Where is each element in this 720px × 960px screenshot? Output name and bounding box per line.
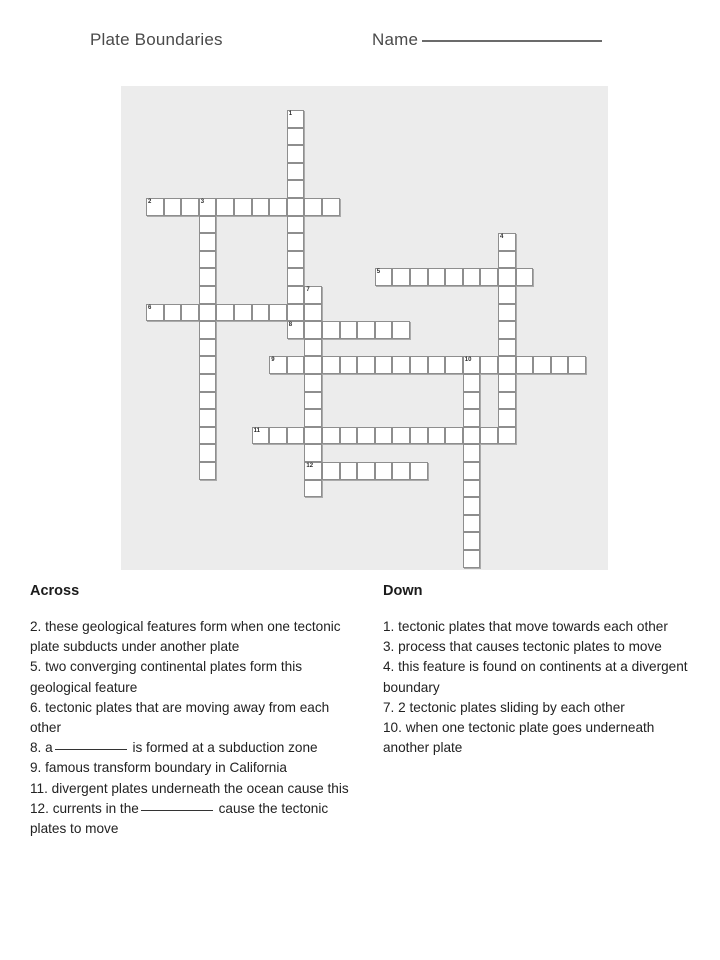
clue-text: a	[45, 740, 53, 756]
crossword-cell[interactable]	[498, 321, 516, 339]
crossword-cell[interactable]	[164, 198, 182, 216]
crossword-cell[interactable]	[322, 198, 340, 216]
crossword-cell[interactable]	[445, 268, 463, 286]
crossword-cell[interactable]	[287, 163, 305, 181]
clue-number: 4.	[383, 659, 399, 675]
crossword-cell[interactable]	[410, 356, 428, 374]
crossword-cell[interactable]	[322, 462, 340, 480]
crossword-cell[interactable]	[304, 374, 322, 392]
crossword-cell[interactable]	[287, 251, 305, 269]
crossword-cell[interactable]	[498, 233, 516, 251]
clue-number: 9.	[30, 760, 46, 776]
crossword-cell[interactable]	[287, 216, 305, 234]
cell-number: 5	[376, 269, 381, 276]
crossword-cell[interactable]	[357, 427, 375, 445]
crossword-cell[interactable]	[392, 427, 410, 445]
clue-number: 1.	[383, 619, 399, 634]
crossword-cell[interactable]	[375, 427, 393, 445]
clue-text: this feature is found on continents at a divergent boundary	[383, 659, 688, 695]
clue-number: 8.	[30, 740, 46, 756]
crossword-cell[interactable]	[216, 198, 234, 216]
crossword-cell[interactable]	[463, 356, 481, 374]
clue-text: when one tectonic plate goes underneath another plate	[383, 720, 655, 756]
crossword-cell[interactable]	[375, 356, 393, 374]
crossword-cell[interactable]	[463, 444, 481, 462]
clue-item-across-5	[30, 657, 350, 697]
crossword-cell[interactable]	[304, 356, 322, 374]
crossword-cell[interactable]	[304, 409, 322, 427]
crossword-cell[interactable]	[428, 356, 446, 374]
crossword-cell[interactable]	[410, 268, 428, 286]
crossword-cell[interactable]	[287, 356, 305, 374]
crossword-cell[interactable]	[287, 427, 305, 445]
crossword-cell[interactable]	[216, 304, 234, 322]
clue-text: process that causes tectonic plates to move	[398, 639, 662, 655]
crossword-cell[interactable]	[463, 374, 481, 392]
crossword-cell[interactable]	[357, 356, 375, 374]
cell-number: 11	[253, 427, 260, 434]
cell-number: 10	[464, 357, 472, 364]
crossword-cell[interactable]	[392, 321, 410, 339]
crossword-cell[interactable]	[199, 462, 217, 480]
crossword-cell[interactable]	[463, 480, 481, 498]
crossword-cell[interactable]	[269, 427, 287, 445]
crossword-cell[interactable]	[287, 198, 305, 216]
clue-number: 3.	[383, 639, 399, 655]
crossword-cell[interactable]	[480, 356, 498, 374]
across-clues-column	[30, 583, 350, 839]
crossword-cell[interactable]	[269, 198, 287, 216]
crossword-cell[interactable]	[287, 286, 305, 304]
down-heading: Down	[383, 583, 423, 599]
crossword-cell[interactable]	[568, 356, 586, 374]
name-label: Name	[372, 30, 419, 49]
cell-number: 2	[148, 199, 152, 205]
crossword-cell[interactable]	[463, 409, 481, 427]
crossword-cell[interactable]	[252, 304, 270, 322]
crossword-cell[interactable]	[199, 321, 217, 339]
crossword-cell[interactable]	[199, 251, 217, 269]
crossword-cell[interactable]	[498, 374, 516, 392]
crossword-cell[interactable]	[304, 339, 322, 357]
clue-item-across-8	[30, 738, 350, 758]
clue-text: two converging continental plates form this geological feature	[30, 659, 303, 695]
crossword-cell[interactable]	[357, 462, 375, 480]
crossword-cell[interactable]	[234, 304, 252, 322]
crossword-cell[interactable]	[199, 374, 217, 392]
crossword-cell[interactable]	[480, 427, 498, 445]
crossword-cell[interactable]	[445, 356, 463, 374]
crossword-cell[interactable]	[304, 480, 322, 498]
crossword-cell[interactable]	[199, 409, 217, 427]
crossword-cell[interactable]	[463, 532, 481, 550]
crossword-cell[interactable]	[463, 515, 481, 533]
crossword-cell[interactable]	[304, 427, 322, 445]
crossword-cell[interactable]	[287, 268, 305, 286]
crossword-cell[interactable]	[463, 392, 481, 410]
page-title: Plate Boundaries	[90, 30, 223, 49]
crossword-cell[interactable]	[287, 321, 305, 339]
crossword-cell[interactable]	[304, 462, 322, 480]
crossword-cell[interactable]	[392, 462, 410, 480]
clue-text: tectonic plates that are moving away from each other	[30, 699, 330, 736]
crossword-cell[interactable]	[287, 145, 305, 163]
crossword-cell[interactable]	[410, 427, 428, 445]
crossword-grid[interactable]	[121, 86, 608, 570]
clues-section	[0, 583, 720, 923]
clue-text: these geological features form when one tectonic plate subducts under another plate	[30, 619, 341, 655]
crossword-cell[interactable]	[498, 268, 516, 286]
crossword-cell[interactable]	[146, 304, 164, 322]
crossword-cell[interactable]	[304, 392, 322, 410]
cell-number: 7	[306, 287, 310, 293]
crossword-cell[interactable]	[199, 392, 217, 410]
crossword-panel	[121, 86, 608, 570]
cell-number: 4	[500, 234, 504, 241]
clue-number: 10.	[383, 720, 406, 736]
crossword-cell[interactable]	[516, 268, 534, 286]
across-heading: Across	[30, 583, 80, 599]
clue-item-across-9	[30, 758, 350, 778]
crossword-cell[interactable]	[252, 198, 270, 216]
crossword-cell[interactable]	[340, 427, 358, 445]
name-write-line[interactable]	[422, 40, 602, 42]
crossword-cell[interactable]	[304, 304, 322, 322]
crossword-cell[interactable]	[498, 356, 516, 374]
crossword-cell[interactable]	[146, 198, 164, 216]
worksheet-header	[0, 30, 720, 70]
cell-number: 12	[306, 463, 314, 469]
crossword-cell[interactable]	[428, 268, 446, 286]
crossword-cell[interactable]	[340, 462, 358, 480]
crossword-cell[interactable]	[199, 286, 217, 304]
clue-text: tectonic plates that move towards each other	[398, 619, 668, 634]
cell-number: 6	[148, 304, 152, 311]
crossword-cell[interactable]	[199, 304, 217, 322]
crossword-cell[interactable]	[498, 392, 516, 410]
crossword-cell[interactable]	[304, 286, 322, 304]
crossword-cell[interactable]	[551, 356, 569, 374]
clue-item-down-4	[383, 657, 703, 697]
cell-number: 3	[200, 199, 205, 205]
clue-text: famous transform boundary in California	[45, 760, 287, 776]
crossword-cell[interactable]	[287, 233, 305, 251]
crossword-cell[interactable]	[322, 321, 340, 339]
crossword-cell[interactable]	[322, 356, 340, 374]
crossword-cell[interactable]	[181, 198, 199, 216]
crossword-cell[interactable]	[463, 550, 481, 568]
clue-item-down-1	[383, 617, 703, 637]
crossword-cell[interactable]	[199, 339, 217, 357]
crossword-cell[interactable]	[304, 321, 322, 339]
crossword-cell[interactable]	[445, 427, 463, 445]
crossword-cell[interactable]	[516, 356, 534, 374]
crossword-cell[interactable]	[181, 304, 199, 322]
clue-item-across-12	[30, 799, 350, 839]
clue-answer-blank[interactable]	[141, 810, 213, 811]
crossword-cell[interactable]	[287, 304, 305, 322]
clue-text: currents in the	[52, 800, 139, 816]
crossword-cell[interactable]	[498, 286, 516, 304]
crossword-cell[interactable]	[199, 427, 217, 445]
crossword-cell[interactable]	[269, 356, 287, 374]
crossword-cell[interactable]	[463, 427, 481, 445]
crossword-cell[interactable]	[269, 304, 287, 322]
clue-item-across-2	[30, 617, 350, 657]
crossword-cell[interactable]	[463, 497, 481, 515]
cell-number: 8	[288, 322, 293, 329]
crossword-cell[interactable]	[375, 268, 393, 286]
crossword-cell[interactable]	[375, 321, 393, 339]
crossword-cell[interactable]	[199, 268, 217, 286]
crossword-cell[interactable]	[287, 128, 305, 146]
crossword-cell[interactable]	[498, 409, 516, 427]
crossword-cell[interactable]	[199, 444, 217, 462]
clue-text-after: cause the tectonic plates to move	[30, 800, 329, 837]
crossword-cell[interactable]	[498, 427, 516, 445]
crossword-cell[interactable]	[322, 427, 340, 445]
clue-item-down-3	[383, 637, 703, 657]
clue-number: 2.	[30, 619, 46, 634]
crossword-cell[interactable]	[199, 216, 217, 234]
crossword-cell[interactable]	[164, 304, 182, 322]
clue-number: 6.	[30, 699, 46, 715]
clue-text: 2 tectonic plates sliding by each other	[398, 699, 625, 715]
crossword-cell[interactable]	[498, 304, 516, 322]
crossword-cell[interactable]	[498, 251, 516, 269]
down-clue-list	[383, 617, 703, 758]
clue-number: 5.	[30, 659, 46, 675]
crossword-cell[interactable]	[340, 356, 358, 374]
clue-text-after: is formed at a subduction zone	[128, 740, 318, 756]
crossword-cell[interactable]	[340, 321, 358, 339]
crossword-cell[interactable]	[304, 444, 322, 462]
name-field	[372, 30, 602, 50]
crossword-cell[interactable]	[287, 180, 305, 198]
crossword-cell[interactable]	[234, 198, 252, 216]
clue-number: 12.	[30, 800, 53, 816]
clue-text: divergent plates underneath the ocean cause this	[51, 780, 349, 796]
crossword-cell[interactable]	[392, 268, 410, 286]
down-clues-column	[383, 583, 703, 758]
clue-item-down-10	[383, 718, 703, 758]
clue-item-down-7	[383, 698, 703, 718]
crossword-cell[interactable]	[357, 321, 375, 339]
crossword-cell[interactable]	[304, 198, 322, 216]
clue-answer-blank[interactable]	[55, 749, 127, 750]
crossword-cell[interactable]	[463, 268, 481, 286]
clue-item-across-11	[30, 779, 350, 799]
cell-number: 1	[288, 111, 293, 117]
crossword-cell[interactable]	[428, 427, 446, 445]
crossword-cell[interactable]	[498, 339, 516, 357]
crossword-cell[interactable]	[480, 268, 498, 286]
crossword-cell[interactable]	[199, 233, 217, 251]
crossword-cell[interactable]	[199, 198, 217, 216]
crossword-cell[interactable]	[375, 462, 393, 480]
crossword-cell[interactable]	[392, 356, 410, 374]
crossword-cell[interactable]	[199, 356, 217, 374]
clue-number: 11.	[30, 780, 52, 796]
crossword-cell[interactable]	[533, 356, 551, 374]
clue-item-across-6	[30, 698, 350, 738]
crossword-cell[interactable]	[252, 427, 270, 445]
crossword-cell[interactable]	[463, 462, 481, 480]
clue-number: 7.	[383, 699, 399, 715]
cell-number: 9	[271, 357, 275, 364]
crossword-cell[interactable]	[287, 110, 305, 128]
crossword-cell[interactable]	[410, 462, 428, 480]
across-clue-list	[30, 617, 350, 839]
